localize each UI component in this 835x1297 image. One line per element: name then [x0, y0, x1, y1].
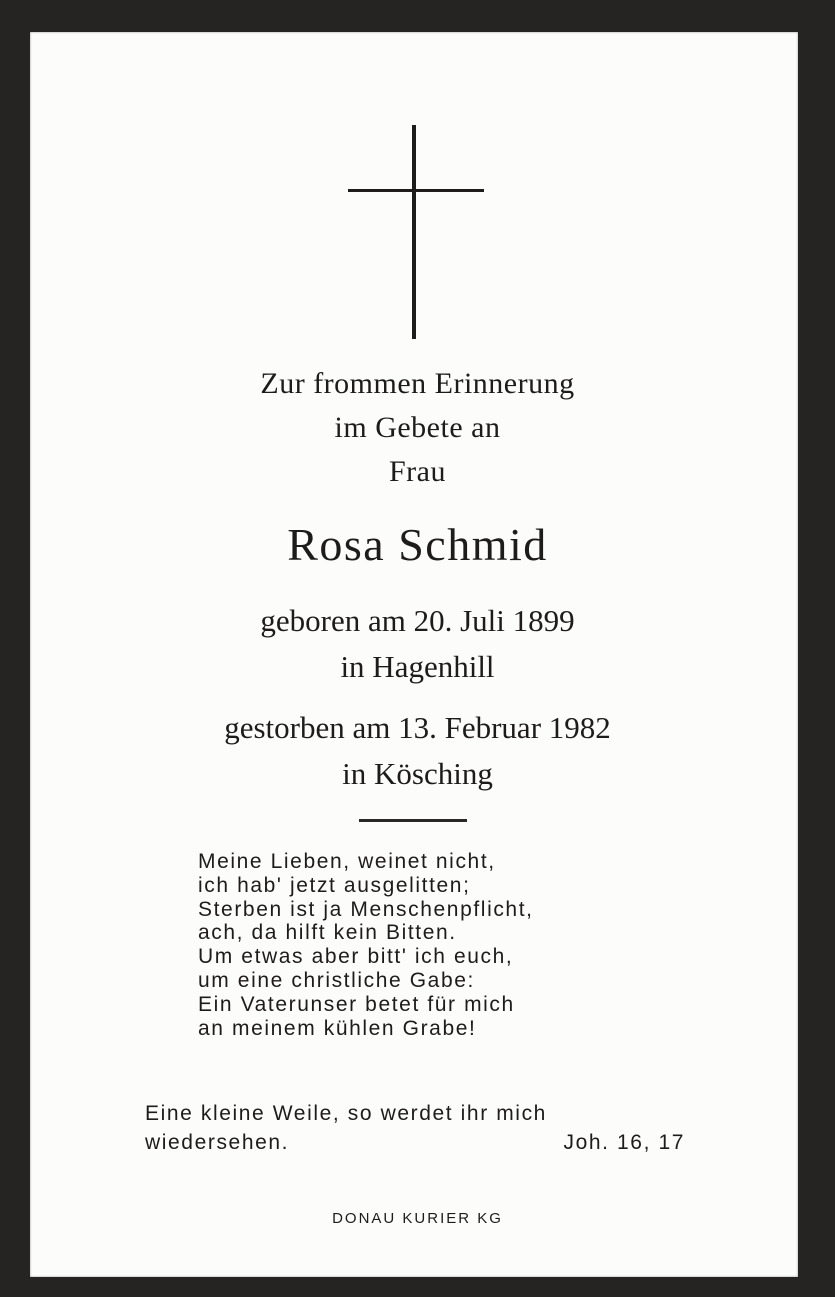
poem-line: an meinem kühlen Grabe! [198, 1016, 477, 1040]
quote-line: wiedersehen. [145, 1131, 290, 1154]
cross-icon-bar [348, 189, 484, 192]
poem [198, 850, 534, 1040]
death-info [0, 705, 835, 797]
intro-text [0, 362, 835, 494]
poem-line: Ein Vaterunser betet für mich [198, 992, 515, 1016]
poem-line: Um etwas aber bitt' ich euch, [198, 945, 514, 969]
intro-line: im Gebete an [334, 411, 501, 444]
divider [359, 819, 467, 822]
death-place: in Kösching [342, 756, 493, 791]
quote-line: Eine kleine Weile, so werdet ihr mich [145, 1102, 547, 1125]
poem-line: Sterben ist ja Menschenpflicht, [198, 897, 534, 921]
intro-line: Frau [389, 455, 446, 488]
scripture-quote [145, 1099, 685, 1157]
poem-line: Meine Lieben, weinet nicht, [198, 850, 496, 873]
cross-icon [412, 125, 416, 339]
birth-date: geboren am 20. Juli 1899 [260, 603, 575, 638]
birth-place: in Hagenhill [340, 649, 495, 684]
poem-line: um eine christliche Gabe: [198, 968, 475, 992]
poem-line: ich hab' jetzt ausgelitten; [198, 873, 471, 897]
bible-reference: Joh. 16, 17 [563, 1131, 685, 1154]
death-date: gestorben am 13. Februar 1982 [224, 710, 611, 745]
printer-imprint: DONAU KURIER KG [332, 1210, 503, 1227]
intro-line: Zur frommen Erinnerung [260, 367, 575, 400]
deceased-name: Rosa Schmid [287, 519, 548, 570]
birth-info [0, 598, 835, 690]
poem-line: ach, da hilft kein Bitten. [198, 921, 457, 945]
